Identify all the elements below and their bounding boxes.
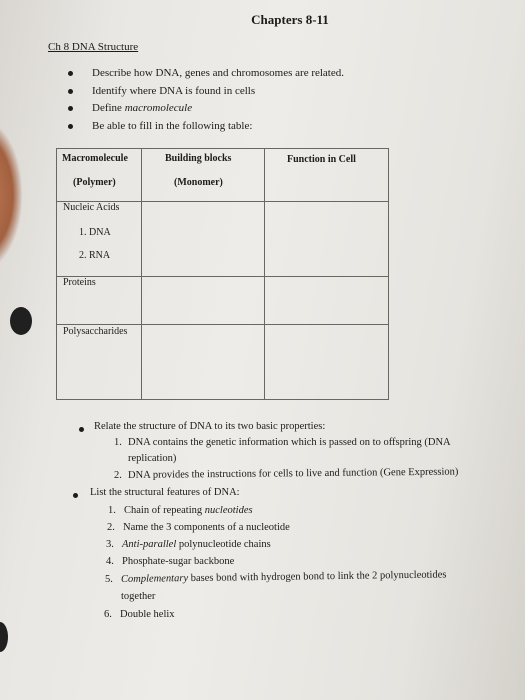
list-item: Be able to fill in the following table:	[64, 119, 344, 137]
features-heading: List the structural features of DNA:	[90, 487, 240, 498]
property-1: DNA contains the genetic information which is passed on to offspring (DNA	[128, 437, 451, 448]
row-label-nucleic-acids: Nucleic Acids	[63, 202, 120, 213]
property-1-cont: replication)	[128, 453, 177, 464]
feature-6: Double helix	[120, 609, 175, 620]
row-label-rna: 2. RNA	[79, 250, 111, 261]
bullet-dot	[79, 427, 84, 432]
row-label-proteins: Proteins	[63, 277, 96, 288]
property-2: DNA provides the instructions for cells to live and function (Gene Expression)	[127, 466, 459, 481]
header-macromolecule: Macromolecule	[62, 153, 128, 164]
section-heading: Ch 8 DNA Structure	[48, 41, 139, 53]
list-item: Describe how DNA, genes and chromosomes are related.	[64, 66, 344, 84]
feature-5-cont: together	[121, 591, 156, 602]
feature-1: Chain of repeating nucleotides	[124, 505, 253, 516]
feature-5: Complementary bases bond with hydrogen bond to link the 2 polynucleotides	[120, 569, 447, 585]
feature-4: Phosphate-sugar backbone	[122, 556, 235, 567]
lower-section: Relate the structure of DNA to its two basic properties: 1. DNA contains the genetic information which is passed on to offspring (DNA replication) 2. DNA provides the instructions for cells to live and function (Gene Expression) List the structural features of DNA: 1. Chain of repeating nucleotides 2. Name the 3 components of a nucleotide 3. Anti-parallel polynucleotide chains 4. Phosphate-sugar backbone 5. Complementary bases bond with hydrogen bond to link the 2 polynucleotides together 6. Double helix	[0, 0, 525, 700]
header-building-blocks-sub: (Monomer)	[174, 177, 223, 188]
bullet-dot	[73, 493, 78, 498]
properties-heading: Relate the structure of DNA to its two basic properties:	[94, 421, 326, 432]
page-title: Chapters 8-11	[251, 12, 329, 27]
header-building-blocks: Building blocks	[165, 153, 232, 164]
feature-3: Anti-parallel polynucleotide chains	[122, 539, 271, 550]
header-macromolecule-sub: (Polymer)	[73, 177, 116, 188]
row-label-polysaccharides: Polysaccharides	[63, 326, 128, 337]
list-item: Identify where DNA is found in cells	[64, 84, 344, 102]
header-function: Function in Cell	[287, 154, 356, 165]
feature-2: Name the 3 components of a nucleotide	[123, 522, 290, 533]
list-item: Define macromolecule	[64, 101, 344, 119]
row-label-dna: 1. DNA	[79, 227, 111, 238]
